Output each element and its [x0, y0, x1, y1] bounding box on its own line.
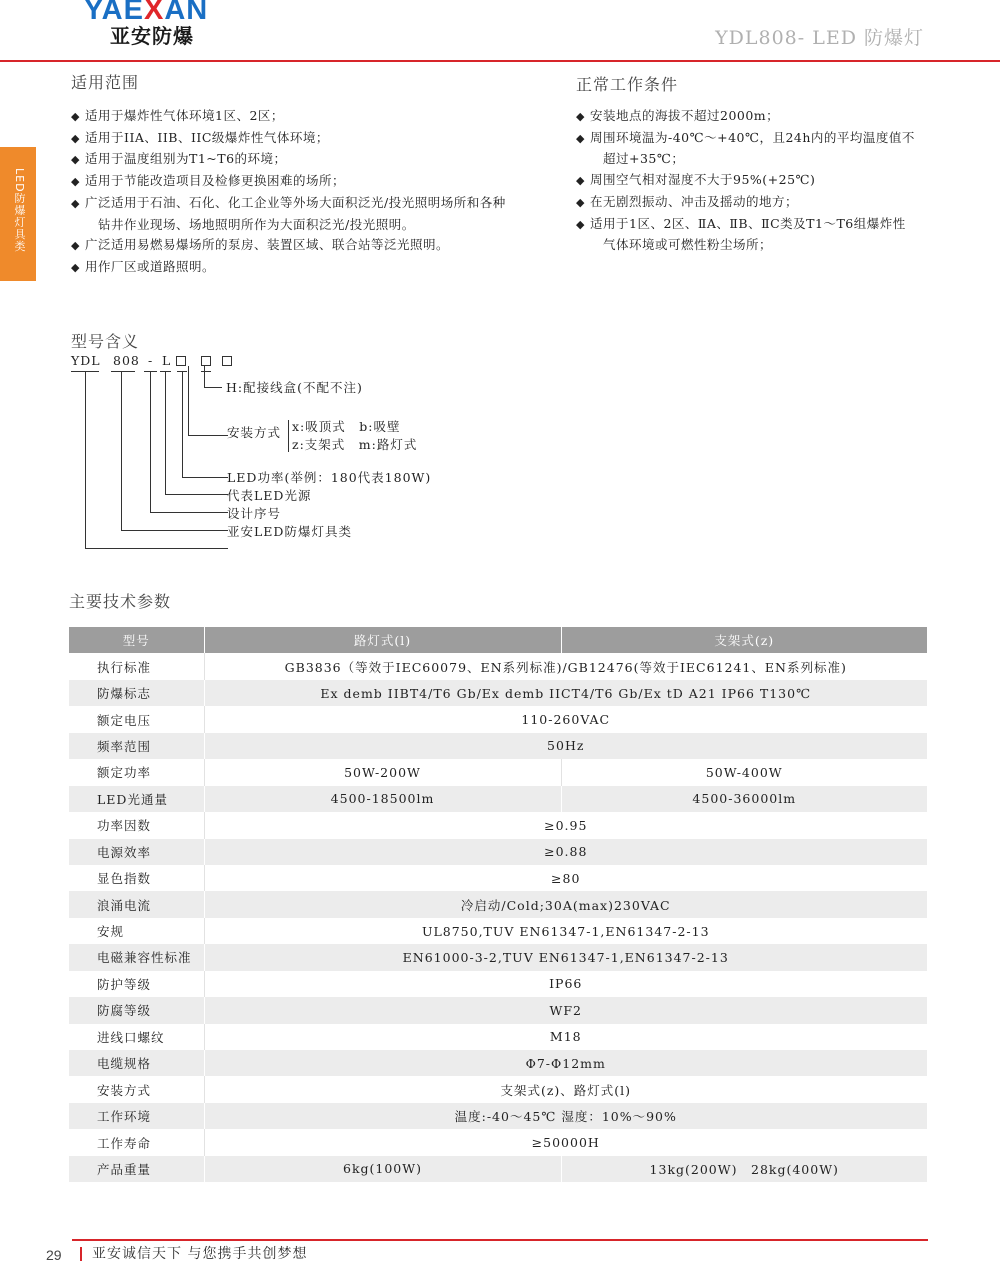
spec-label: LED光通量	[69, 786, 204, 812]
spec-value-bracket: 13kg(200W) 28kg(400W)	[561, 1156, 927, 1182]
spec-label: 安规	[69, 918, 204, 944]
model-box-h	[222, 356, 232, 366]
model-serial-label: 设计序号	[227, 506, 282, 521]
list-item	[576, 170, 946, 192]
table-row	[69, 891, 927, 917]
bullet-diamond-icon: ◆	[71, 131, 80, 145]
bullet-diamond-icon: ◆	[71, 110, 80, 123]
spec-label: 电缆规格	[69, 1050, 204, 1076]
conditions-title: 正常工作条件	[576, 75, 679, 94]
spec-label: 安装方式	[69, 1076, 204, 1102]
bullet-diamond-icon: ◆	[576, 195, 585, 209]
table-row	[69, 706, 927, 732]
table-row	[69, 865, 927, 891]
spec-value-street: 4500-18500lm	[204, 786, 561, 812]
spec-value: 冷启动/Cold;30A(max)230VAC	[204, 891, 927, 917]
brand-logo-chinese: 亚安防爆	[110, 24, 194, 48]
spec-label: 进线口螺纹	[69, 1024, 204, 1050]
spec-value: M18	[204, 1024, 927, 1050]
table-row	[69, 733, 927, 759]
spec-value: IP66	[204, 971, 927, 997]
bullet-diamond-icon: ◆	[71, 153, 80, 167]
connector-808	[121, 371, 122, 530]
table-row	[69, 997, 927, 1023]
connector-ydl	[85, 371, 86, 549]
list-item	[576, 106, 946, 128]
model-install-label: 安装方式	[227, 425, 282, 440]
table-row	[69, 812, 927, 838]
side-category-label: LED防爆灯具类	[13, 168, 26, 253]
brand-logo-text: YAEXAN	[84, 0, 209, 26]
spec-value: EN61000-3-2,TUV EN61347-1,EN61347-2-13	[204, 944, 927, 970]
table-header-model: 型号	[69, 627, 204, 653]
table-header-row	[69, 627, 927, 653]
spec-value: Φ7-Φ12mm	[204, 1050, 927, 1076]
table-row	[69, 944, 927, 970]
header-divider	[0, 60, 1000, 62]
spec-label: 额定电压	[69, 706, 204, 732]
spec-label: 电磁兼容性标准	[69, 944, 204, 970]
list-item-continuation: 超过+35℃；	[603, 151, 685, 167]
table-row	[69, 1103, 927, 1129]
model-category-label: 亚安LED防爆灯具类	[227, 524, 352, 539]
list-item-text: 适用于IIA、IIB、IIC级爆炸性气体环境；	[85, 129, 329, 145]
specs-title: 主要技术参数	[69, 592, 172, 611]
model-install-option-2: z:支架式 m:路灯式	[292, 437, 418, 452]
list-item	[71, 149, 561, 171]
bullet-diamond-icon: ◆	[576, 131, 585, 145]
table-header-bracket: 支架式(z)	[561, 627, 927, 653]
spec-label: 工作环境	[69, 1103, 204, 1129]
spec-label: 执行标准	[69, 653, 204, 679]
list-item-text: 周围空气相对湿度不大于95%(+25℃)	[590, 172, 816, 188]
spec-value-street: 6kg(100W)	[204, 1156, 561, 1182]
spec-value-street: 50W-200W	[204, 759, 561, 785]
model-code-l: L	[162, 353, 172, 368]
spec-value: ≥80	[204, 865, 927, 891]
table-row	[69, 680, 927, 706]
product-title: YDL808- LED 防爆灯	[715, 27, 924, 49]
scope-list	[71, 106, 561, 279]
model-code-808: 808	[113, 353, 140, 368]
conditions-list	[576, 106, 946, 256]
table-row	[69, 1129, 927, 1155]
table-row	[69, 759, 927, 785]
table-row	[69, 653, 927, 679]
spec-value: GB3836（等效于IEC60079、EN系列标准)/GB12476(等效于IEC61241、EN系列标准)	[204, 653, 927, 679]
table-row	[69, 1156, 927, 1182]
list-item-text: 广泛适用易燃易爆场所的泵房、装置区域、联合站等泛光照明。	[85, 237, 450, 253]
spec-value: ≥0.95	[204, 812, 927, 838]
bullet-diamond-icon: ◆	[576, 174, 585, 188]
spec-label: 产品重量	[69, 1156, 204, 1182]
table-row	[69, 1050, 927, 1076]
install-bracket	[288, 420, 289, 452]
bullet-diamond-icon: ◆	[71, 239, 80, 253]
spec-label: 防爆标志	[69, 680, 204, 706]
list-item-text: 适用于温度组别为T1~T6的环境；	[85, 151, 287, 167]
connector-power	[182, 371, 183, 478]
model-box-install	[201, 356, 211, 366]
model-power-label: LED功率(举例：180代表180W)	[227, 470, 432, 485]
list-item	[576, 214, 946, 256]
spec-value: 110-260VAC	[204, 706, 927, 732]
bullet-diamond-icon: ◆	[576, 217, 585, 231]
model-source-label: 代表LED光源	[227, 488, 312, 503]
list-item-text: 用作厂区或道路照明。	[85, 258, 216, 274]
list-item-text: 适用于节能改造项目及检修更换困难的场所；	[85, 173, 346, 189]
spec-value-bracket: 50W-400W	[561, 759, 927, 785]
list-item-continuation: 气体环境或可燃性粉尘场所；	[603, 237, 773, 253]
model-code-ydl: YDL	[71, 353, 101, 368]
spec-label: 工作寿命	[69, 1129, 204, 1155]
list-item	[71, 106, 561, 128]
spec-label: 频率范围	[69, 733, 204, 759]
bullet-diamond-icon: ◆	[576, 110, 585, 123]
spec-value: UL8750,TUV EN61347-1,EN61347-2-13	[204, 918, 927, 944]
list-item	[71, 193, 561, 235]
list-item-text: 周围环境温为-40℃～+40℃，且24h内的平均温度值不	[590, 129, 915, 145]
table-row	[69, 918, 927, 944]
connector-install	[188, 366, 189, 436]
spec-label: 显色指数	[69, 865, 204, 891]
list-item	[71, 128, 561, 150]
table-row	[69, 1024, 927, 1050]
bullet-diamond-icon: ◆	[71, 260, 80, 274]
specs-table	[69, 627, 927, 1182]
spec-label: 防护等级	[69, 971, 204, 997]
footer-slogan: 亚安诚信天下 与您携手共创梦想	[92, 1246, 308, 1262]
list-item	[71, 171, 561, 193]
table-row	[69, 786, 927, 812]
table-row	[69, 1076, 927, 1102]
list-item-text: 在无剧烈振动、冲击及摇动的地方；	[590, 193, 799, 209]
list-item-text: 适用于1区、2区、ⅡA、ⅡB、ⅡC类及T1～T6组爆炸性	[590, 215, 906, 231]
model-h-label: H:配接线盒(不配不注)	[226, 380, 363, 395]
bullet-diamond-icon: ◆	[71, 175, 80, 189]
spec-label: 电源效率	[69, 839, 204, 865]
model-install-option-1: x:吸顶式 b:吸壁	[292, 419, 401, 434]
underline-808	[111, 371, 135, 372]
list-item-continuation: 钻井作业现场、场地照明所作为大面积泛光/投光照明。	[98, 216, 415, 232]
list-item	[71, 235, 561, 257]
scope-title: 适用范围	[71, 73, 140, 92]
table-row	[69, 839, 927, 865]
list-item-text: 广泛适用于石油、石化、化工企业等外场大面积泛光/投光照明场所和各种	[85, 194, 506, 210]
spec-value: WF2	[204, 997, 927, 1023]
connector-source	[165, 371, 166, 494]
spec-value: ≥50000H	[204, 1129, 927, 1155]
list-item	[576, 128, 946, 170]
list-item-text: 安装地点的海拔不超过2000m；	[590, 108, 780, 123]
connector-serial	[150, 371, 151, 512]
bullet-diamond-icon: ◆	[71, 196, 80, 210]
footer-separator	[80, 1247, 82, 1261]
spec-label: 防腐等级	[69, 997, 204, 1023]
model-box-power	[176, 356, 186, 366]
list-item-text: 适用于爆炸性气体环境1区、2区；	[85, 108, 284, 123]
spec-value: 支架式(z)、路灯式(l)	[204, 1076, 927, 1102]
spec-label: 浪涌电流	[69, 891, 204, 917]
connector-h	[204, 366, 205, 388]
spec-value: 温度:-40～45℃ 湿度：10%～90%	[204, 1103, 927, 1129]
spec-label: 额定功率	[69, 759, 204, 785]
table-header-street: 路灯式(l)	[204, 627, 561, 653]
page-number: 29	[46, 1247, 62, 1263]
underline-install	[201, 371, 211, 372]
spec-value: Ex demb IIBT4/T6 Gb/Ex demb IICT4/T6 Gb/Ex tD A21 IP66 T130℃	[204, 680, 927, 706]
spec-label: 功率因数	[69, 812, 204, 838]
model-title: 型号含义	[71, 332, 140, 351]
model-code-dash: -	[148, 353, 154, 368]
list-item	[576, 192, 946, 214]
spec-value-bracket: 4500-36000lm	[561, 786, 927, 812]
list-item	[71, 257, 561, 279]
footer-divider	[72, 1239, 928, 1241]
spec-value: 50Hz	[204, 733, 927, 759]
spec-value: ≥0.88	[204, 839, 927, 865]
table-row	[69, 971, 927, 997]
